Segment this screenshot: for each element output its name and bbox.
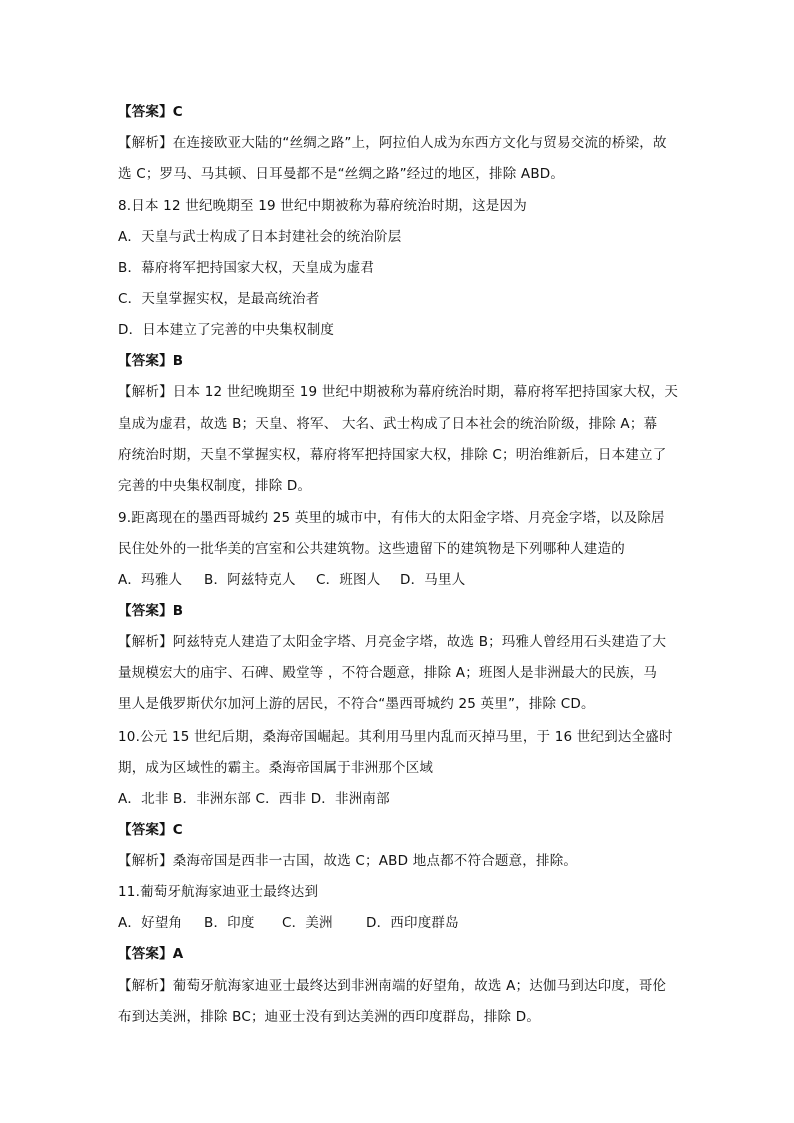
option-c: C．美洲 (282, 915, 333, 931)
answer-label: 【答案】C (118, 822, 183, 838)
answer-label: 【答案】B (118, 603, 184, 619)
analysis-text: 【解析】在连接欧亚大陆的“丝绸之路”上，阿拉伯人成为东西方文化与贸易交流的桥梁，故 (118, 135, 667, 151)
question-10-options: A．北非 B．非洲东部 C．西非 D．非洲南部 (118, 791, 390, 807)
option-a: A．玛雅人 (118, 572, 183, 588)
analysis-text: 选 C；罗马、马其顿、日耳曼都不是“丝绸之路”经过的地区，排除 ABD。 (118, 166, 565, 182)
question-10: 10.公元 15 世纪后期，桑海帝国崛起。其利用马里内乱而灭掉马里，于 16 世纪到达全盛时 (118, 729, 673, 745)
analysis-text: 量规模宏大的庙宇、石碑、殿堂等 ，不符合题意，排除 A；班图人是非洲最大的民族，马 (118, 665, 658, 681)
analysis-text: 【解析】阿兹特克人建造了太阳金字塔、月亮金字塔，故选 B；玛雅人曾经用石头建造了大 (118, 634, 667, 650)
question-9-cont: 民住处外的一批华美的宫室和公共建筑物。这些遗留下的建筑物是下列哪种人建造的 (118, 541, 625, 557)
answer-label: 【答案】C (118, 104, 183, 120)
analysis-text: 府统治时期，天皇不掌握实权，幕府将军把持国家大权，排除 C；明治维新后，日本建立了 (118, 447, 667, 463)
analysis-text: 皇成为虚君，故选 B；天皇、将军、 大名、武士构成了日本社会的统治阶级，排除 A；幕 (118, 416, 658, 432)
question-10-cont: 期，成为区域性的霸主。桑海帝国属于非洲那个区域 (118, 760, 434, 776)
option-c: C．班图人 (316, 572, 381, 588)
question-11: 11.葡萄牙航海家迪亚士最终达到 (118, 884, 319, 900)
analysis-text: 布到达美洲，排除 BC；迪亚士没有到达美洲的西印度群岛，排除 D。 (118, 1009, 541, 1025)
option-d: D．日本建立了完善的中央集权制度 (118, 322, 335, 338)
option-a: A．好望角 (118, 915, 183, 931)
option-d: D．马里人 (400, 572, 466, 588)
option-b: B．幕府将军把持国家大权，天皇成为虚君 (118, 260, 375, 276)
analysis-text: 完善的中央集权制度，排除 D。 (118, 478, 312, 494)
option-b: B．印度 (204, 915, 255, 931)
analysis-text: 【解析】葡萄牙航海家迪亚士最终达到非洲南端的好望角，故选 A；达伽马到达印度，哥伦 (118, 978, 667, 994)
answer-label: 【答案】A (118, 946, 184, 962)
question-9: 9.距离现在的墨西哥城约 25 英里的城市中，有伟大的太阳金字塔、月亮金字塔，以及除居 (118, 510, 665, 526)
question-8: 8.日本 12 世纪晚期至 19 世纪中期被称为幕府统治时期，这是因为 (118, 198, 527, 214)
option-c: C．天皇掌握实权，是最高统治者 (118, 291, 320, 307)
option-a: A．天皇与武士构成了日本封建社会的统治阶层 (118, 229, 402, 245)
analysis-text: 【解析】桑海帝国是西非一古国，故选 C；ABD 地点都不符合题意，排除。 (118, 853, 578, 869)
analysis-text: 【解析】日本 12 世纪晚期至 19 世纪中期被称为幕府统治时期，幕府将军把持国家大权，天 (118, 384, 679, 400)
option-b: B．阿兹特克人 (204, 572, 296, 588)
analysis-text: 里人是俄罗斯伏尔加河上游的居民，不符合“墨西哥城约 25 英里”，排除 CD。 (118, 696, 595, 712)
option-d: D．西印度群岛 (366, 915, 459, 931)
answer-label: 【答案】B (118, 353, 184, 369)
